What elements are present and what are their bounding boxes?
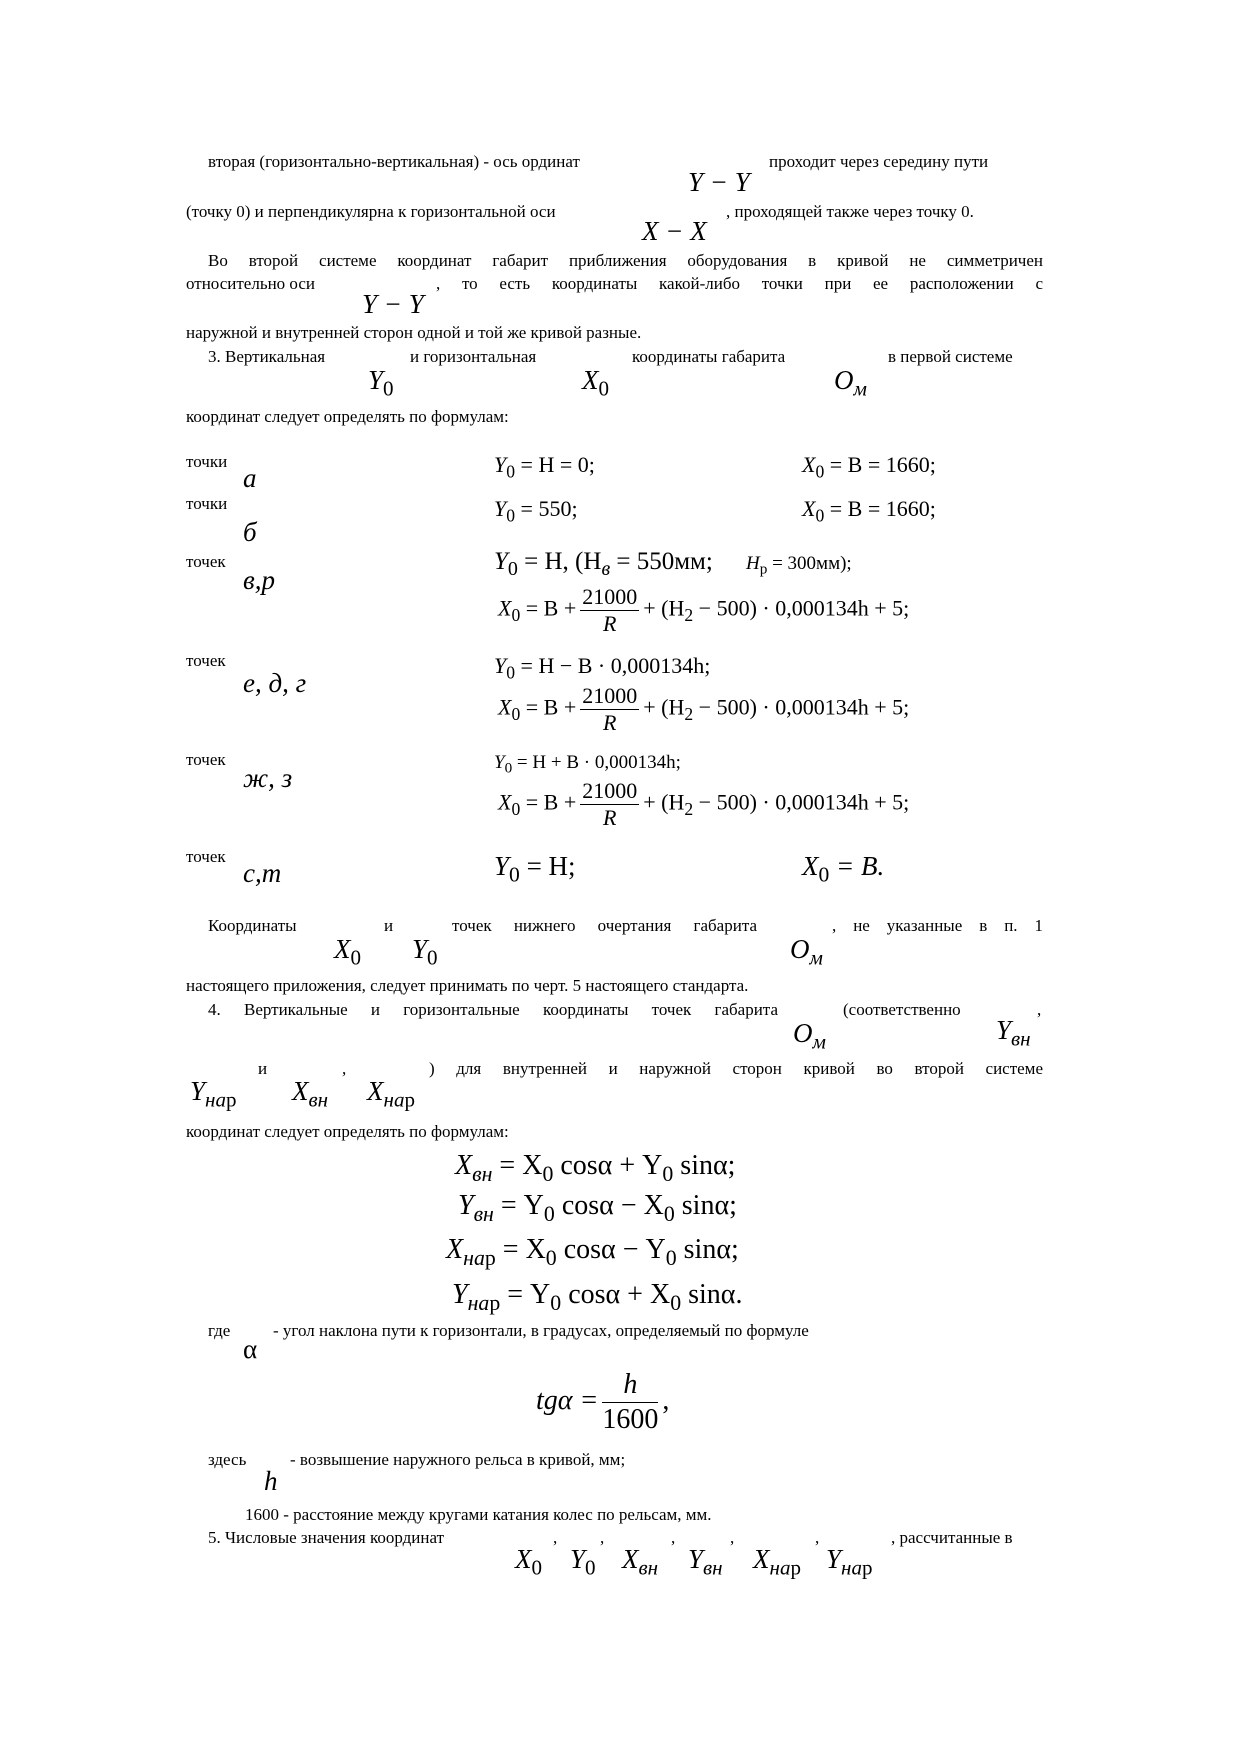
y-vn-symbol-2: $Y_{вн}$: [688, 1544, 723, 1580]
p5-line1-start: 4. Вертикальные и горизонтальные координаты точек габарита: [208, 1000, 778, 1019]
p5-line2-end: ) для внутренней и наружной сторон кривой во второй системе: [429, 1059, 1043, 1078]
p3-line2: координат следует определять по формулам:: [186, 407, 509, 426]
formula-zhz-x: $X_0 = B$ + $\frac{21000}{R}$ + $(H_2 - 500) \cdot 0,000134h + 5$;: [498, 778, 910, 830]
formula-zhz-y: $Y_0 = H + B \cdot 0,000134h$;: [494, 752, 681, 777]
formula-x-nar: $X_{нар} = X_0$ $\cos\alpha - Y_0$ sinα;: [446, 1234, 739, 1270]
point-b-letter: б: [243, 517, 257, 547]
p6-comma-3: ,: [671, 1528, 676, 1547]
formula-st-x: $X_0 = B$.: [802, 851, 885, 887]
p2-line1: Во второй системе координат габарит приближения оборудования в кривой не симметричен: [208, 251, 1043, 270]
label-point-zhz: точек: [186, 750, 226, 769]
om-symbol: $O_м$: [834, 365, 867, 401]
p4-line2: настоящего приложения, следует принимать по черт. 5 настоящего стандарта.: [186, 976, 749, 995]
alpha-where: где: [208, 1321, 231, 1340]
y0-symbol-2: $Y_0$: [412, 934, 438, 970]
formula-y-nar: $Y_{нар} = Y_0$ $\cos\alpha + X_0$ sinα.: [452, 1279, 743, 1315]
p1-line2-start: (точку 0) и перпендикулярна к горизонтальной оси: [186, 202, 556, 221]
p4-coordinates: Координаты: [208, 916, 297, 935]
formula-y-vn: $Y_{вн} = Y_0$ $\cos\alpha - X_0$ sinα;: [458, 1190, 737, 1226]
y-nar-symbol: $Y_{нар}$: [190, 1076, 237, 1112]
p6-comma-1: ,: [553, 1528, 558, 1547]
x0-symbol-3: $X_0$: [515, 1544, 543, 1580]
p1-line1-end: проходит через середину пути: [769, 152, 989, 171]
alpha-symbol: α: [243, 1334, 258, 1364]
formula-vr-x: $X_0 = B$ + $\frac{21000}{R}$ + $(H_2 - 500) \cdot 0,000134h + 5$;: [498, 584, 910, 636]
formula-edg-x: $X_0 = B$ + $\frac{21000}{R}$ + $(H_2 - 500) \cdot 0,000134h + 5$;: [498, 683, 910, 735]
y0-symbol-3: $Y_0$: [570, 1544, 596, 1580]
formula-edg-y: $Y_0 = H - B \cdot 0,000134h$;: [494, 653, 711, 683]
point-zhz-letters: ж, з: [243, 763, 293, 793]
p3-first-system: в первой системе: [888, 347, 1013, 366]
p3-item-number: 3. Вертикальная: [208, 347, 326, 366]
p1-line1-start: вторая (горизонтально-вертикальная) - ось ординат: [208, 152, 580, 171]
x-vn-symbol-2: $X_{вн}$: [622, 1544, 659, 1580]
p2-line3: наружной и внутренней сторон одной и той же кривой разные.: [186, 323, 642, 342]
h-symbol: h: [264, 1466, 278, 1496]
formula-st-y: $Y_0 = H$;: [494, 851, 576, 887]
p2-line2-start: относительно оси: [186, 274, 315, 293]
p6-comma-4: ,: [730, 1528, 735, 1547]
p4-not-specified: , не указанные в п. 1: [832, 916, 1043, 935]
x-nar-symbol: $X_{нар}$: [367, 1076, 415, 1112]
label-point-vr: точек: [186, 552, 226, 571]
p6-comma-2: ,: [600, 1528, 605, 1547]
formula-vr-hp: $H_р = 300мм$);: [746, 553, 852, 578]
p5-and: и: [258, 1059, 268, 1078]
x0-symbol: $X_0$: [582, 365, 610, 401]
h-description: - возвышение наружного рельса в кривой, мм;: [290, 1450, 626, 1469]
p5-line3: координат следует определять по формулам:: [186, 1122, 509, 1141]
p3-and-horizontal: и горизонтальная: [410, 347, 537, 366]
p5-respectively: (соответственно: [843, 1000, 961, 1019]
label-point-a: точки: [186, 452, 228, 471]
formula-vr-y: $Y_0 = H$, ($H_в = 550мм$;: [494, 548, 713, 580]
formula-x-vn: $X_{вн} = X_0$ $\cos\alpha + Y_0$ sinα;: [455, 1150, 736, 1186]
label-point-edg: точек: [186, 651, 226, 670]
p1-line2-end: , проходящей также через точку 0.: [726, 202, 974, 221]
label-point-b: точки: [186, 494, 228, 513]
formula-b-x: $X_0 = B = 1660$;: [802, 496, 936, 526]
om-symbol-3: $O_м$: [793, 1018, 826, 1054]
point-edg-letters: е, д, г: [243, 668, 307, 698]
p5-comma: ,: [1037, 1000, 1042, 1019]
rail-distance-line: 1600 - расстояние между кругами катания колес по рельсам, мм.: [245, 1505, 712, 1524]
point-a-letter: а: [243, 463, 257, 493]
axis-xx-symbol: X − X: [642, 216, 707, 246]
p3-coordinates: координаты габарита: [632, 347, 786, 366]
y-nar-symbol-2: $Y_{нар}$: [826, 1544, 873, 1580]
y0-symbol: $Y_0$: [368, 365, 394, 401]
h-here: здесь: [208, 1450, 247, 1469]
p4-and: и: [384, 916, 394, 935]
x0-symbol-2: $X_0$: [334, 934, 362, 970]
formula-a-x: $X_0 = B = 1660$;: [802, 452, 936, 482]
y-vn-symbol: $Y_{вн}$: [996, 1015, 1031, 1051]
axis-yy-symbol-2: Y − Y: [362, 289, 424, 319]
label-point-st: точек: [186, 847, 226, 866]
p4-lower-outline: точек нижнего очертания габарита: [452, 916, 757, 935]
p2-line2-end: , то есть координаты какой-либо точки при ее расположении с: [436, 274, 1043, 293]
formula-b-y: $Y_0 = 550$;: [494, 496, 578, 526]
axis-yy-symbol: Y − Y: [688, 167, 750, 197]
p6-numeric-values: 5. Числовые значения координат: [208, 1528, 445, 1547]
point-st-letters: с,т: [243, 858, 282, 888]
formula-a-y: $Y_0 = H = 0$;: [494, 452, 595, 482]
p6-comma-5: ,: [815, 1528, 820, 1547]
p5-comma-2: ,: [342, 1059, 347, 1078]
x-vn-symbol: $X_{вн}$: [292, 1076, 329, 1112]
alpha-description: - угол наклона пути к горизонтали, в градусах, определяемый по формуле: [273, 1321, 809, 1340]
formula-tg-alpha: tgα = $\frac{h}{1600}$ ,: [536, 1369, 670, 1435]
om-symbol-2: $O_м$: [790, 934, 823, 970]
x-nar-symbol-2: $X_{нар}$: [753, 1544, 801, 1580]
p6-calculated-in: , рассчитанные в: [891, 1528, 1013, 1547]
point-vr-letters: в,р: [243, 565, 275, 595]
